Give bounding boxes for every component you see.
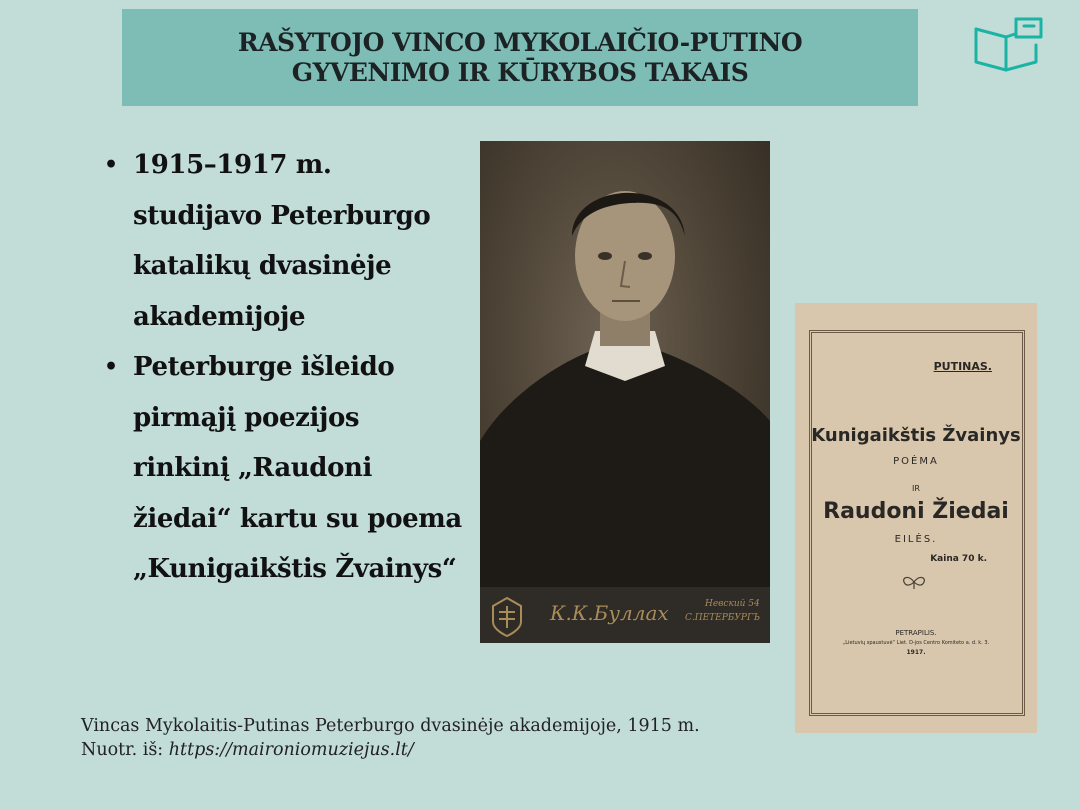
- cover-city: PETRAPILIS.: [895, 629, 937, 637]
- caption-line-2: [81, 738, 700, 762]
- studio-signature: К.К.Буллаx: [550, 601, 669, 625]
- cover-year: 1917.: [906, 649, 926, 656]
- caption-line-1: Vincas Mykolaitis-Putinas Peterburgo dvasinėje akademijoje, 1915 m.: [81, 716, 700, 736]
- photo-caption: [81, 714, 700, 762]
- crest-emblem: [485, 592, 529, 638]
- title-line-1: RAŠYTOJO VINCO MYKOLAIČIO-PUTINO: [237, 27, 803, 57]
- bullet-item: • Peterburge išleido pirmąjį poezijos rinkinį „Raudoni žiedai“ kartu su poema „Kunigaikštis Žvainys“: [104, 342, 464, 595]
- caption-source-link[interactable]: https://maironiomuziejus.lt/: [168, 740, 414, 760]
- title-line-2: GYVENIMO IR KŪRYBOS TAKAIS: [291, 57, 749, 87]
- cover-author: PUTINAS.: [933, 360, 992, 373]
- cover-title-2: Raudoni Žiedai: [823, 499, 1009, 524]
- cover-title-1: Kunigaikštis Žvainys: [811, 425, 1021, 446]
- cover-ornament: [899, 573, 929, 591]
- book-cover: [795, 303, 1037, 733]
- studio-address-line-1: Невский 54: [705, 599, 760, 609]
- cover-subtitle-1: POĖMA: [893, 456, 939, 467]
- portrait-photo: [480, 141, 770, 643]
- book-logo-icon: [970, 15, 1048, 77]
- cover-subtitle-2: EILĖS.: [894, 534, 938, 545]
- title-banner: [122, 9, 918, 106]
- cover-conjunction: IR: [912, 484, 920, 493]
- bullet-item: • 1915–1917 m. studijavo Peterburgo katalikų dvasinėje akademijoje: [104, 140, 464, 342]
- cover-publisher: „Lietuvių spaustuvė“ Liet. D-jos Centro Komiteto a. d. k. 3.: [842, 640, 990, 646]
- photo-studio-strip: [480, 587, 770, 643]
- cover-price: Kaina 70 k.: [930, 554, 987, 564]
- bullet-list: [104, 140, 464, 595]
- studio-address-line-2: С.ПЕТЕРБУРГЪ: [685, 613, 761, 623]
- caption-source-label: Nuotr. iš:: [81, 740, 164, 760]
- portrait-figure: [480, 141, 770, 587]
